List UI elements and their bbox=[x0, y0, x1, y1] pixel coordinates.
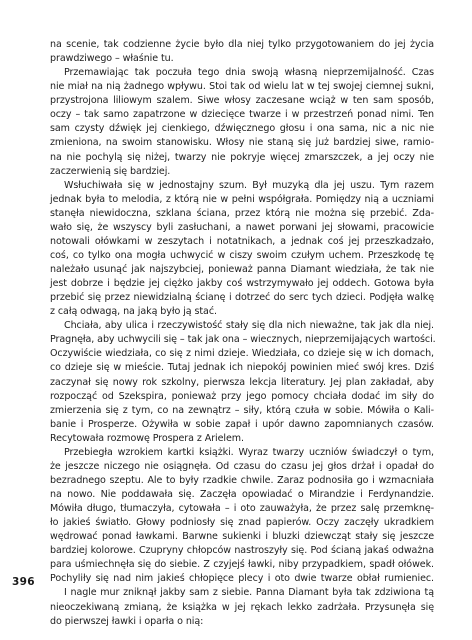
text-line: na nie pochylą się niżej, twarzy nie pokryje więcej zmarszczek, a jej oczy nie bbox=[50, 151, 434, 163]
text-line: przystrojona liliowym szalem. Siwe włosy zaczesane wciąż w ten sam sposób, bbox=[50, 95, 434, 107]
text-line: należało usunąć jak najszybciej, ponieważ panna Diamant wiedziała, że tak nie bbox=[50, 264, 434, 275]
text-line: Przemawiając tak poczuła tego dnia swoją własną nieprzemijalność. Czas bbox=[64, 67, 434, 79]
text-line: wało się, że wszyscy byli zasłuchani, a nawet porwani jej słowami, pracowicie bbox=[50, 221, 434, 233]
text-line: na nowo. Nie poddawała się. Zaczęła opowiadać o Mirandzie i Ferdynandzie. bbox=[50, 489, 434, 500]
text-line: stanęła niewidoczna, szklana ściana, przez którą nie można się przebić. Zda- bbox=[50, 207, 434, 219]
text-line: Przebiegła wzrokiem kartki książki. Wyraz twarzy uczniów świadczył o tym, bbox=[64, 446, 434, 458]
text-line: prawdziwego – właśnie tu. bbox=[50, 53, 174, 65]
text-line: że jeszcze niczego nie osiągnęła. Od czasu do czasu jej głos drżał i opadał do bbox=[50, 460, 434, 472]
text-line: nieoczekiwaną zmianą, że książka w jej rękach lekko zadrżała. Przysunęła się bbox=[50, 601, 434, 613]
text-line: zmierzenia się z tym, co na zewnątrz – siły, którą czuła w sobie. Mówiła o Kali- bbox=[50, 404, 434, 416]
text-line: I nagle mur zniknął jakby sam z siebie. Panna Diamant była tak zdziwiona tą bbox=[64, 587, 434, 599]
text-line: ło jakieś światło. Głowy podniosły się znad papierów. Oczy zaczęły ukradkiem bbox=[50, 517, 434, 529]
text-line: co dzieje się w mieście. Tutaj jednak ich niepokój powinien mieć swój kres. Dziś bbox=[50, 362, 434, 374]
text-line: Chciała, aby ulica i rzeczywistość stały się dla nich nieważne, tak jak dla niej. bbox=[64, 320, 434, 332]
text-line: Recytowała rozmowę Prospera z Arielem. bbox=[50, 432, 244, 444]
text-line: Wsłuchiwała się w jednostajny szum. Był muzyką dla jej uszu. Tym razem bbox=[64, 179, 434, 191]
text-line: Pragnęła, aby uchwycili się – tak jak ona – wiecznych, nieprzemijających wartości. bbox=[50, 334, 436, 346]
text-line: z całą odwagą, na jaką było ją stać. bbox=[50, 306, 217, 318]
text-line: Pochyliły się nad nim jakieś chłopięce plecy i oto dwie twarze obłał rumieniec. bbox=[50, 573, 434, 585]
body-text bbox=[50, 38, 434, 629]
text-line: wędrować ponad ławkami. Barwne sukienki i bluzki dziewcząt stały się jeszcze bbox=[50, 531, 434, 543]
text-line: jest dobrze i będzie jej ciężko jakby coś wstrzymywało jej oddech. Gotowa była bbox=[50, 278, 434, 290]
text-line: oczy – tak samo zapatrzone w dziecięce twarze i w przestrzeń ponad nimi. Ten bbox=[50, 109, 434, 121]
text-line: rozpocząć od Szekspira, ponieważ przy jego pomocy chciała dodać im siły do bbox=[50, 390, 434, 402]
text-line: jednak była to melodia, z którą nie w pełni współgrała. Pomiędzy nią a uczniami bbox=[50, 193, 434, 205]
text-line: do pierwszej ławki i oparła o nią: bbox=[50, 615, 204, 627]
text-line: na scenie, tak codzienne życie było dla niej tylko przygotowaniem do jej życia bbox=[50, 39, 434, 50]
text-line: notowali ołówkami w zeszytach i notatnikach, a jednak coś jej przeszkadzało, bbox=[50, 235, 434, 247]
text-line: bezradnego szeptu. Ale to były rzadkie chwile. Zaraz podnosiła go i wzmacniała bbox=[50, 474, 434, 486]
text-line: przebić się przez niewidzialną ścianę i dotrzeć do serc tych dzieci. Podjęła walkę bbox=[50, 292, 434, 304]
text-line: zaczerwienią się bardziej. bbox=[50, 165, 171, 177]
text-line: nie miał na nią żadnego wpływu. Stoi tak od wielu lat w tej swojej ciemnej sukni, bbox=[50, 81, 434, 93]
text-line: bardziej kolorowe. Czupryny chłopców nastroszyły się. Pod ścianą jakaś odważna bbox=[50, 545, 434, 557]
page-number: 396 bbox=[12, 576, 35, 588]
text-line: para uśmiechnęła się do siebie. Z czyjejś ławki, niby przypadkiem, spadł ołówek. bbox=[50, 559, 434, 571]
text-line: zaczynał się nowy rok szkolny, pierwsza lekcja literatury. Jej plan zakładał, aby bbox=[50, 376, 434, 388]
text-line: Oczywiście wiedziała, co się z nimi dzieje. Wiedziała, co dzieje się w ich domach, bbox=[50, 348, 434, 360]
text-line: coś, co tylko ona mogła uchwycić w ciszy swoim czułym uchem. Przeszkodę tę bbox=[50, 249, 434, 261]
text-line: sam czysty dźwięk jej cienkiego, dźwięcznego głosu i ona sama, nic a nic nie bbox=[50, 123, 434, 135]
text-line: Mówiła długo, tłumaczyła, cytowała – i oto zauważyła, że przez salę przemknę- bbox=[50, 503, 434, 515]
text-line: banie i Prosperze. Ożywiła w sobie zapał i upór dawno zapomnianych czasów. bbox=[50, 418, 434, 430]
text-line: zmieniona, na swoim stanowisku. Włosy nie staną się już bardziej siwe, ramio- bbox=[50, 137, 434, 149]
